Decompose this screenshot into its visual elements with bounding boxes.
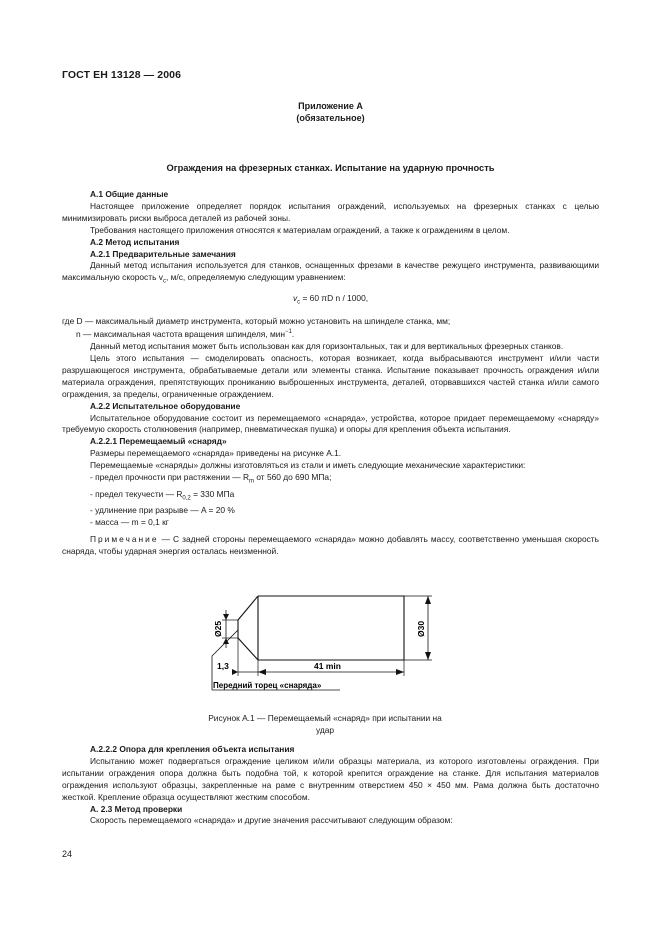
paragraph-a221-1: Размеры перемещаемого «снаряда» приведены на рисунке А.1. (90, 448, 342, 459)
paragraph-a23: Скорость перемещаемого «снаряда» и другие значения рассчитывают следующим образом: (90, 815, 453, 826)
note-text: — С задней стороны перемещаемого «снаряда» можно добавлять массу, соответственно уменьшая скорость снаряда, чтобы ударная энергия осталась неизменной. (62, 534, 599, 556)
paragraph-a21-1-tail: , м/с, определяемую следующим уравнением: (165, 272, 346, 283)
body-text-upper (62, 189, 599, 558)
heading-a21: А.2.1 Предварительные замечания (90, 248, 236, 259)
property-tensile-text: - предел прочности при растяжении — R (90, 472, 249, 483)
front-face-label: Передний торец «снаряда» (213, 681, 322, 690)
property-elongation: - удлинение при разрыве — A = 20 % (90, 505, 235, 516)
note (62, 534, 599, 558)
paragraph-a21-2: Данный метод испытания может быть использован как для горизонтальных, так и для вертикальных фрезерных станков. (90, 341, 564, 352)
appendix-status: (обязательное) (296, 113, 365, 123)
paragraph-a1-1: Настоящее приложение определяет порядок испытания ограждений, используемых на фрезерных станках с целью минимизировать риски выброса деталей из рабочей зоны. (62, 200, 599, 223)
formula (62, 293, 599, 310)
property-yield-tail: = 330 МПа (190, 488, 235, 499)
paragraph-a21-1 (62, 260, 599, 288)
subscript-c: c (162, 279, 166, 286)
heading-a222: А.2.2.2 Опора для крепления объекта испытания (90, 744, 295, 754)
property-mass: - масса — m = 0,1 кг (90, 517, 169, 528)
formula-rest: = 60 πD n / 1000, (300, 292, 369, 303)
paragraph-a21-1-text: Данный метод испытания используется для станков, оснащенных фрезами в качестве режущего инструмента, развивающими максимальную скорость v (62, 260, 599, 283)
paragraph-a1-2: Требования настоящего приложения относятся к материалам ограждений, а также к ограждениям в целом. (90, 224, 510, 235)
heading-a1: А.1 Общие данные (90, 189, 169, 199)
heading-a22: А.2.2 Испытательное оборудование (90, 400, 241, 411)
appendix-heading (0, 100, 661, 124)
projectile-outline (238, 596, 404, 660)
paragraph-a222: Испытанию может подвергаться ограждение целиком и/или образцы материала, из которого изготовлены ограждения. При испытании ограждения опора должна быть подобна той, к которой крепится ограждение на станке. Для испытания материалов ограждения используют образцы, закрепленные на раме с внутренним отверстием 450 × 450 мм. Рама должна быть достаточно жесткой. Крепление образца осуществляют жестким способом. (62, 755, 599, 802)
formula-sub: c (297, 299, 301, 306)
property-tensile-tail: от 560 до 690 МПа; (254, 472, 332, 483)
note-label: Примечание (90, 534, 159, 545)
where-d: где D — максимальный диаметр инструмента, который можно установить на шпинделе станка, мм; (62, 315, 451, 326)
paragraph-a221-2: Перемещаемые «снаряды» должны изготовляться из стали и иметь следующие механические характеристики: (90, 460, 526, 471)
property-tensile (62, 472, 599, 489)
property-yield-text: - предел текучести — R (90, 488, 183, 499)
body-text-lower (62, 744, 599, 827)
dim-label-13: 1,3 (217, 661, 229, 671)
dim-label-41: 41 min (314, 661, 341, 671)
dim-label-25: Ø25 (213, 620, 223, 637)
page-number: 24 (62, 849, 73, 859)
property-yield-sub: 0,2 (182, 495, 191, 502)
property-yield (62, 489, 599, 506)
figure-caption: Рисунок А.1 — Перемещаемый «снаряд» при испытании на удар (208, 713, 442, 735)
dim-label-30: Ø30 (416, 620, 426, 637)
heading-a2: А.2 Метод испытания (90, 236, 180, 247)
heading-a221: А.2.2.1 Перемещаемый «снаряд» (90, 436, 227, 447)
heading-a23: А. 2.3 Метод проверки (90, 803, 183, 814)
projectile-drawing (200, 590, 450, 700)
property-tensile-sub: m (249, 478, 254, 485)
paragraph-a22: Испытательное оборудование состоит из перемещаемого «снаряда», устройства, которое придает перемещаемому «снаряду» требуемую скорость столкновения (например, пневматическая пушка) и опоры для крепления объекта испытания. (62, 412, 599, 435)
where-n-sup: −1 (285, 329, 292, 336)
paragraph-a21-3: Цель этого испытания — смоделировать опасность, которая возникает, когда выбрасываются инструмент и/или части разрушающегося инструмента, обрабатываемые детали или элементы станка. Испытание показывает прочность ограждения и/или материала ограждения, препятствующих прониканию выброшенных инструмента, деталей, оторвавшихся частей станка и/или самого ограждения, за пределы, ограниченные ограждением. (62, 353, 599, 399)
appendix-title: Приложение А (298, 101, 363, 111)
where-n: n — максимальная частота вращения шпинделя, мин$^{-1}$. (76, 329, 295, 340)
where-n-text: n — максимальная частота вращения шпинделя, мин (76, 329, 286, 340)
section-title: Ограждения на фрезерных станках. Испытание на ударную прочность (166, 163, 495, 173)
formula-v: v (292, 292, 298, 303)
document-header: ГОСТ ЕН 13128 — 2006 (62, 69, 182, 81)
